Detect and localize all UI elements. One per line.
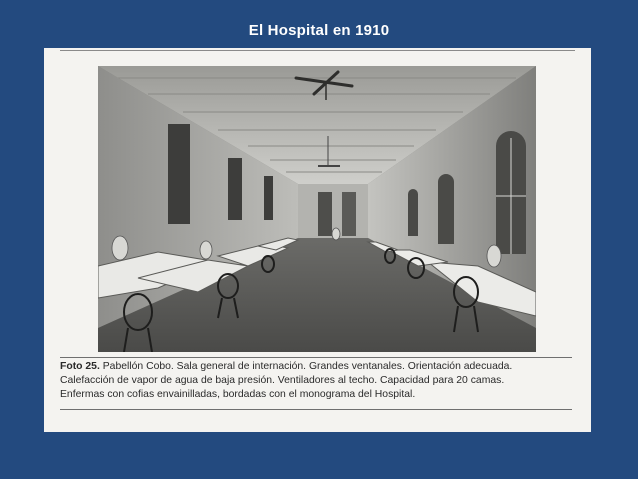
ward-illustration: [98, 66, 536, 352]
page-top-rule: [60, 50, 575, 51]
caption-label: Foto 25.: [60, 361, 100, 372]
caption-line-2: Calefacción de vapor de agua de baja presión. Ventiladores al techo. Capacidad para 20 camas.: [60, 375, 505, 387]
scanned-page: [44, 48, 591, 432]
caption-line-1-text: Pabellón Cobo. Sala general de internación. Grandes ventanales. Orientación adecuada.: [102, 361, 513, 372]
caption-top-rule: [60, 357, 572, 358]
slide-title: El Hospital en 1910: [248, 22, 390, 39]
hospital-ward-photo: [98, 66, 536, 352]
caption-bottom-rule: [60, 409, 572, 410]
photo-caption: [60, 360, 572, 403]
caption-line-1: [60, 360, 572, 374]
caption-line-3: Enfermas con cofias envainilladas, bordadas con el monograma del Hospital.: [60, 389, 416, 401]
